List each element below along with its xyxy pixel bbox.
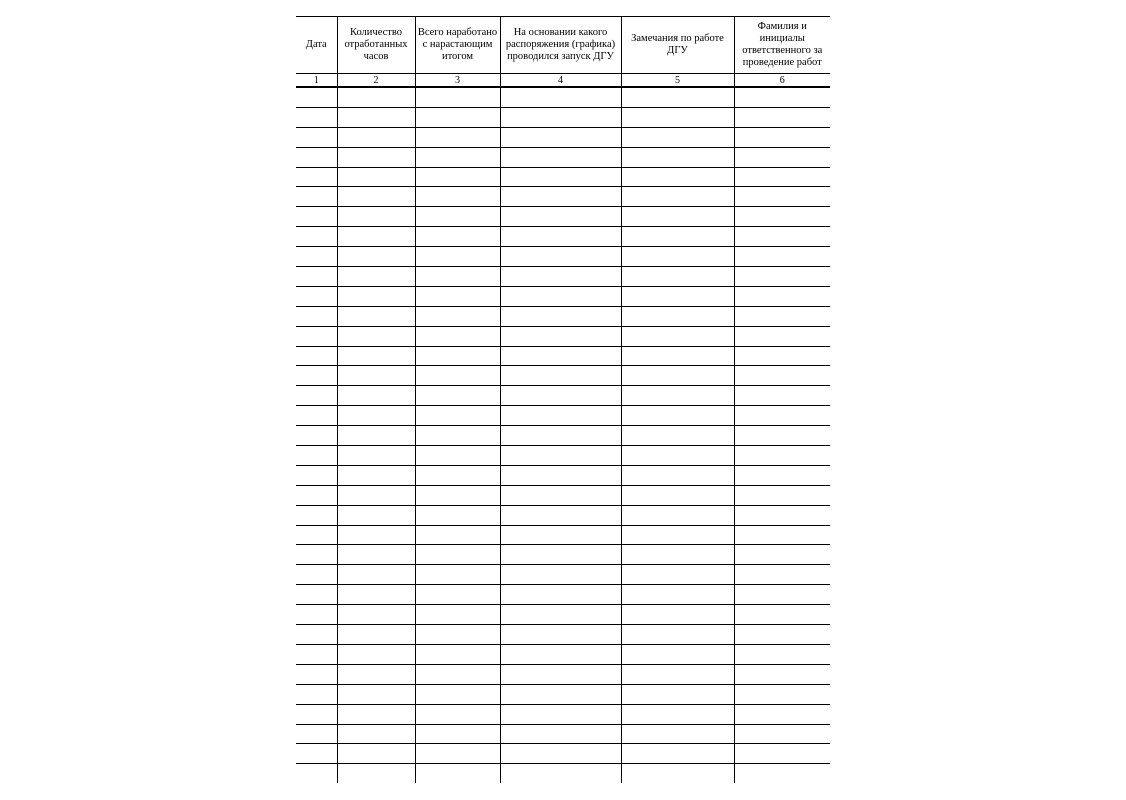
table-cell <box>415 147 500 167</box>
table-row <box>296 625 830 645</box>
table-cell <box>621 207 734 227</box>
table-cell <box>734 107 830 127</box>
table-cell <box>500 187 621 207</box>
table-cell <box>500 147 621 167</box>
table-cell <box>621 326 734 346</box>
table-cell <box>296 525 337 545</box>
table-cell <box>621 247 734 267</box>
table-row <box>296 107 830 127</box>
table-row <box>296 326 830 346</box>
table-cell <box>734 704 830 724</box>
table-cell <box>337 187 415 207</box>
table-cell <box>337 147 415 167</box>
table-cell <box>296 505 337 525</box>
table-cell <box>500 306 621 326</box>
table-cell <box>734 187 830 207</box>
column-number: 5 <box>621 74 734 88</box>
table-cell <box>734 744 830 764</box>
table-cell <box>734 644 830 664</box>
table-cell <box>415 724 500 744</box>
table-cell <box>415 227 500 247</box>
table-cell <box>337 267 415 287</box>
table-row <box>296 684 830 704</box>
table-cell <box>500 127 621 147</box>
table-cell <box>500 744 621 764</box>
table-cell <box>337 446 415 466</box>
table-row <box>296 426 830 446</box>
table-cell <box>415 565 500 585</box>
table-cell <box>415 247 500 267</box>
table-cell <box>500 326 621 346</box>
table-row <box>296 386 830 406</box>
table-cell <box>500 525 621 545</box>
table-cell <box>734 386 830 406</box>
table-cell <box>337 346 415 366</box>
table-cell <box>337 87 415 107</box>
table-cell <box>500 585 621 605</box>
table-cell <box>500 247 621 267</box>
table-cell <box>621 227 734 247</box>
table-cell <box>734 664 830 684</box>
table-cell <box>415 187 500 207</box>
table-cell <box>621 187 734 207</box>
table-cell <box>296 406 337 426</box>
journal-body <box>296 87 830 783</box>
table-cell <box>296 485 337 505</box>
table-row <box>296 545 830 565</box>
column-number: 2 <box>337 74 415 88</box>
table-cell <box>415 127 500 147</box>
table-cell <box>296 326 337 346</box>
journal-table <box>296 16 830 783</box>
table-cell <box>296 644 337 664</box>
table-cell <box>337 406 415 426</box>
table-cell <box>500 346 621 366</box>
table-cell <box>621 306 734 326</box>
table-cell <box>415 664 500 684</box>
table-cell <box>337 247 415 267</box>
table-cell <box>296 426 337 446</box>
table-cell <box>296 227 337 247</box>
table-cell <box>734 366 830 386</box>
table-cell <box>734 465 830 485</box>
table-row <box>296 485 830 505</box>
table-cell <box>296 446 337 466</box>
table-row <box>296 505 830 525</box>
table-cell <box>415 644 500 664</box>
table-cell <box>621 107 734 127</box>
table-cell <box>415 426 500 446</box>
table-cell <box>734 505 830 525</box>
table-cell <box>500 684 621 704</box>
table-row <box>296 525 830 545</box>
table-cell <box>621 406 734 426</box>
table-cell <box>500 605 621 625</box>
table-cell <box>621 525 734 545</box>
table-cell <box>621 267 734 287</box>
table-cell <box>621 764 734 783</box>
table-cell <box>500 286 621 306</box>
table-cell <box>296 724 337 744</box>
table-row <box>296 346 830 366</box>
table-cell <box>621 465 734 485</box>
table-cell <box>734 446 830 466</box>
table-cell <box>500 625 621 645</box>
table-cell <box>415 267 500 287</box>
table-cell <box>415 87 500 107</box>
table-cell <box>621 167 734 187</box>
table-cell <box>734 565 830 585</box>
header-hours-worked: Количество отработанных часов <box>337 17 415 74</box>
table-cell <box>621 625 734 645</box>
table-cell <box>415 525 500 545</box>
table-cell <box>734 724 830 744</box>
table-cell <box>621 127 734 147</box>
table-cell <box>296 465 337 485</box>
table-row <box>296 366 830 386</box>
table-cell <box>621 565 734 585</box>
table-cell <box>296 545 337 565</box>
column-number: 1 <box>296 74 337 88</box>
table-cell <box>337 704 415 724</box>
table-cell <box>415 505 500 525</box>
table-cell <box>337 585 415 605</box>
table-cell <box>500 207 621 227</box>
table-row <box>296 446 830 466</box>
table-cell <box>296 684 337 704</box>
table-cell <box>621 684 734 704</box>
table-row <box>296 605 830 625</box>
header-basis-order: На основании какого распоряжения (графика) проводился запуск ДГУ <box>500 17 621 74</box>
table-cell <box>415 167 500 187</box>
table-cell <box>415 107 500 127</box>
table-row <box>296 704 830 724</box>
table-cell <box>500 167 621 187</box>
table-cell <box>415 545 500 565</box>
table-cell <box>337 386 415 406</box>
table-cell <box>337 426 415 446</box>
table-cell <box>621 346 734 366</box>
table-cell <box>337 525 415 545</box>
table-cell <box>337 625 415 645</box>
table-cell <box>734 346 830 366</box>
table-row <box>296 87 830 107</box>
table-cell <box>296 147 337 167</box>
table-cell <box>337 326 415 346</box>
table-cell <box>734 684 830 704</box>
table-cell <box>337 485 415 505</box>
header-responsible-person: Фамилия и инициалы ответственного за проведение работ <box>734 17 830 74</box>
table-cell <box>500 485 621 505</box>
table-cell <box>500 267 621 287</box>
table-cell <box>500 545 621 565</box>
table-cell <box>500 664 621 684</box>
table-cell <box>296 167 337 187</box>
table-cell <box>734 87 830 107</box>
table-cell <box>415 585 500 605</box>
table-row <box>296 127 830 147</box>
table-cell <box>500 565 621 585</box>
table-cell <box>415 346 500 366</box>
table-cell <box>734 227 830 247</box>
table-cell <box>500 764 621 783</box>
table-cell <box>500 107 621 127</box>
table-row <box>296 764 830 783</box>
table-cell <box>296 107 337 127</box>
table-cell <box>337 545 415 565</box>
table-cell <box>621 87 734 107</box>
table-cell <box>415 306 500 326</box>
table-cell <box>621 426 734 446</box>
header-total-cumulative: Всего наработано с нарастающим итогом <box>415 17 500 74</box>
table-row <box>296 585 830 605</box>
table-cell <box>500 505 621 525</box>
table-row <box>296 227 830 247</box>
table-cell <box>500 426 621 446</box>
table-cell <box>734 267 830 287</box>
table-cell <box>621 286 734 306</box>
table-cell <box>337 465 415 485</box>
table-cell <box>500 465 621 485</box>
table-cell <box>337 286 415 306</box>
table-cell <box>734 764 830 783</box>
table-cell <box>734 167 830 187</box>
table-cell <box>296 565 337 585</box>
table-cell <box>415 326 500 346</box>
table-cell <box>734 525 830 545</box>
table-cell <box>415 286 500 306</box>
table-cell <box>500 724 621 744</box>
table-cell <box>415 704 500 724</box>
table-row <box>296 565 830 585</box>
table-cell <box>500 227 621 247</box>
table-cell <box>337 505 415 525</box>
table-row <box>296 286 830 306</box>
table-cell <box>734 406 830 426</box>
column-number: 3 <box>415 74 500 88</box>
table-cell <box>415 684 500 704</box>
table-cell <box>337 107 415 127</box>
table-cell <box>621 446 734 466</box>
table-cell <box>296 664 337 684</box>
table-cell <box>296 87 337 107</box>
table-cell <box>734 247 830 267</box>
table-cell <box>621 744 734 764</box>
table-cell <box>734 326 830 346</box>
table-cell <box>415 446 500 466</box>
table-cell <box>296 366 337 386</box>
table-cell <box>500 406 621 426</box>
table-cell <box>500 704 621 724</box>
table-cell <box>337 644 415 664</box>
table-cell <box>621 704 734 724</box>
table-cell <box>621 644 734 664</box>
table-row <box>296 406 830 426</box>
table-cell <box>415 465 500 485</box>
column-number: 4 <box>500 74 621 88</box>
table-cell <box>415 605 500 625</box>
table-cell <box>500 87 621 107</box>
table-cell <box>296 247 337 267</box>
table-cell <box>296 625 337 645</box>
table-cell <box>734 625 830 645</box>
table-cell <box>734 147 830 167</box>
table-row <box>296 465 830 485</box>
table-cell <box>415 744 500 764</box>
table-row <box>296 664 830 684</box>
table-cell <box>734 485 830 505</box>
table-cell <box>337 167 415 187</box>
table-row <box>296 744 830 764</box>
table-row <box>296 306 830 326</box>
table-row <box>296 147 830 167</box>
table-cell <box>621 605 734 625</box>
table-cell <box>734 286 830 306</box>
header-row <box>296 17 830 74</box>
table-cell <box>296 187 337 207</box>
table-cell <box>621 366 734 386</box>
table-cell <box>296 267 337 287</box>
table-row <box>296 207 830 227</box>
table-cell <box>621 724 734 744</box>
table-cell <box>734 426 830 446</box>
table-cell <box>337 664 415 684</box>
table-cell <box>621 664 734 684</box>
table-cell <box>337 366 415 386</box>
table-cell <box>296 286 337 306</box>
table-cell <box>415 485 500 505</box>
table-cell <box>337 605 415 625</box>
table-cell <box>621 485 734 505</box>
table-cell <box>337 227 415 247</box>
header-date: Дата <box>296 17 337 74</box>
table-row <box>296 267 830 287</box>
table-cell <box>337 127 415 147</box>
table-cell <box>296 306 337 326</box>
table-row <box>296 724 830 744</box>
table-cell <box>734 127 830 147</box>
table-cell <box>296 346 337 366</box>
table-cell <box>734 545 830 565</box>
table-cell <box>734 207 830 227</box>
table-cell <box>734 605 830 625</box>
column-number-row <box>296 74 830 88</box>
column-number: 6 <box>734 74 830 88</box>
table-row <box>296 247 830 267</box>
table-cell <box>337 684 415 704</box>
table-cell <box>500 366 621 386</box>
table-cell <box>337 724 415 744</box>
table-cell <box>621 545 734 565</box>
table-cell <box>415 764 500 783</box>
table-cell <box>621 585 734 605</box>
table-cell <box>415 207 500 227</box>
table-cell <box>734 585 830 605</box>
table-cell <box>500 386 621 406</box>
table-cell <box>621 505 734 525</box>
table-row <box>296 644 830 664</box>
table-cell <box>337 207 415 227</box>
table-cell <box>415 406 500 426</box>
table-cell <box>337 565 415 585</box>
header-remarks: Замечания по работе ДГУ <box>621 17 734 74</box>
table-cell <box>415 625 500 645</box>
table-cell <box>415 366 500 386</box>
table-cell <box>296 207 337 227</box>
table-row <box>296 187 830 207</box>
table-cell <box>337 744 415 764</box>
table-row <box>296 167 830 187</box>
table-cell <box>296 127 337 147</box>
table-cell <box>500 446 621 466</box>
table-cell <box>296 764 337 783</box>
table-cell <box>296 585 337 605</box>
table-cell <box>337 306 415 326</box>
table-cell <box>415 386 500 406</box>
table-cell <box>500 644 621 664</box>
table-cell <box>621 386 734 406</box>
table-cell <box>296 704 337 724</box>
table-cell <box>734 306 830 326</box>
table-cell <box>296 386 337 406</box>
table-cell <box>296 744 337 764</box>
table-cell <box>621 147 734 167</box>
table-cell <box>337 764 415 783</box>
table-cell <box>296 605 337 625</box>
